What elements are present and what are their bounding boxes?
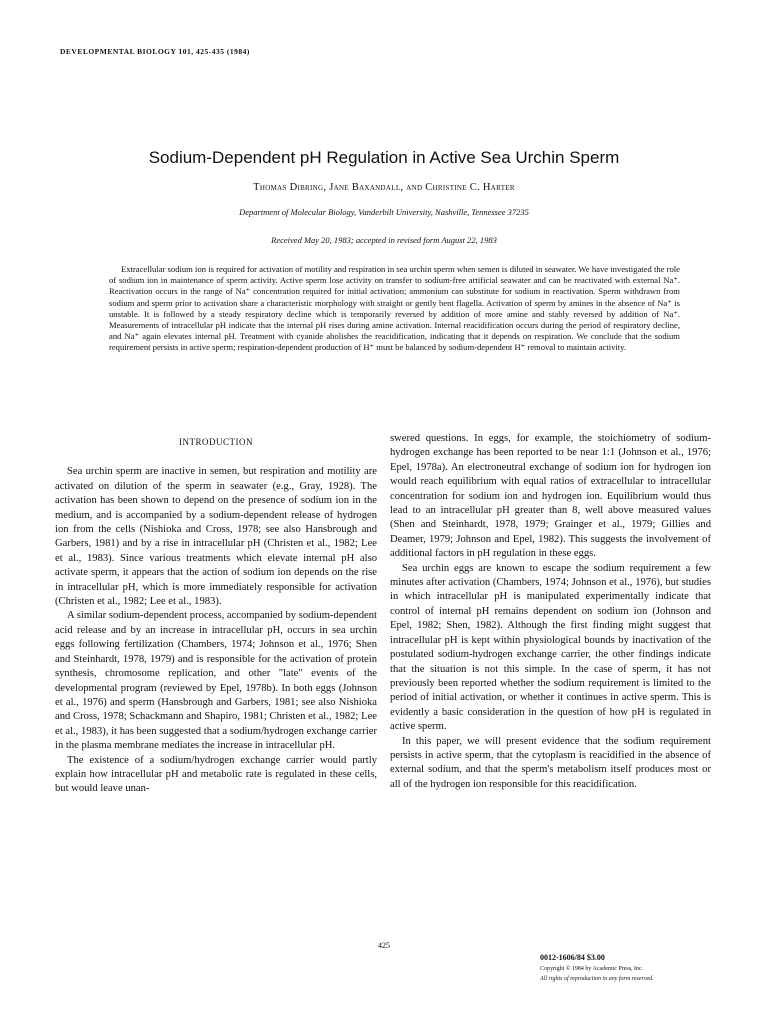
article-title: Sodium-Dependent pH Regulation in Active Sea Urchin Sperm: [148, 148, 620, 167]
article-code: 0012-1606/84 $3.00: [540, 953, 605, 962]
paragraph: Sea urchin sperm are inactive in semen, but respiration and motility are activated on dilution of the sperm in seawater (e.g., Gray, 1928). The activation has been shown to depend on the presence of sodium ion in the medium, and is accompanied by a sodium-dependent release of hydrogen ion from the cells (Nishioka and Cross, 1978; see also Hansbrough and Garbers, 1981) and by a rise in intracellular pH (Christen et al., 1982; Lee et al., 1983). Since various treatments which elevate internal pH also activate sperm, it appears that the action of sodium ion depends on the rise in intracellular pH, which is more immediately responsible for activation (Christen et al., 1982; Lee et al., 1983).: [55, 466, 377, 608]
abstract: Extracellular sodium ion is required for activation of motility and respiration in sea urchin sperm when semen is diluted in seawater. We have investigated the role of sodium ion in maintenance of sperm activity. Active sperm lose activity on transfer to sodium-free artificial seawater and can be reactivated with external Na⁺. Reactivation occurs in the range of Na⁺ concentration required for initial activation; ammonium can substitute for sodium in reactivation. Sperm withdrawn from sodium and sperm prior to activation share a characteristic morphology with straight or gently bent flagella. Activation of sperm by amines in the absence of Na⁺ is unstable. It is followed by a steady respiratory decline which is temporarily reversed by addition of more amine and stably reversed by addition of Na⁺. Measurements of intracellular pH indicate that the internal pH rises during amine activation. Internal reacidification occurs during the period of respiratory decline, and Na⁺ again elevates internal pH. Treatment with cyanide abolishes the reacidification, indicating that it depends on respiration. We conclude that the sodium requirement persists in active sperm; respiration-dependent production of H⁺ must be balanced by sodium-dependent H⁺ removal to maintain activity.: [109, 264, 680, 353]
right-column: [390, 432, 711, 792]
copyright-block: [540, 953, 654, 985]
section-heading-introduction: INTRODUCTION: [179, 437, 253, 447]
rights-line: All rights of reproduction in any form reserved.: [540, 976, 654, 982]
copyright-line: Copyright © 1984 by Academic Press, Inc.: [540, 965, 644, 972]
paragraph: The existence of a sodium/hydrogen exchange carrier would partly explain how intracellular pH and metabolic rate is regulated in these cells, but would leave unan-: [55, 754, 377, 795]
paragraph: A similar sodium-dependent process, accompanied by sodium-dependent acid release and by an increase in intracellular pH, occurs in sea urchin eggs following fertilization (Chambers, 1974; Johnson et al., 1976; Shen and Steinhardt, 1978, 1979) and is responsible for the activation of protein synthesis, chromosome replication, and other "late" events of the developmental program (reviewed by Epel, 1978b). In both eggs (Johnson et al., 1976) and sperm (Hansbrough and Garbers, 1981; see also Nishioka and Cross, 1978; Schackmann and Shapiro, 1981; Christen et al., 1982; Lee et al., 1983), it has been suggested that a sodium/hydrogen exchange carrier in the plasma membrane mediates the increase in intracellular pH.: [55, 610, 377, 752]
left-column: [55, 432, 377, 797]
paragraph: swered questions. In eggs, for example, the stoichiometry of sodium-hydrogen exchange has been reported to be near 1:1 (Johnson et al., 1976; Epel, 1978a). An electroneutral exchange of sodium ion for hydrogen ion would reach equilibrium with equal ratios of extracellular to intracellular concentration for sodium ion and hydrogen ion. Equilibrium would thus lead to an intracellular pH greater than 8, well above measured values (Shen and Steinhardt, 1978, 1979; Grainger et al., 1979; Gillies and Deamer, 1979; Johnson and Epel, 1982). This suggests the involvement of additional factors in pH regulation in these eggs.: [390, 433, 711, 560]
page-number: 425: [378, 941, 390, 950]
article-authors: Thomas Dibring, Jane Baxandall, and Christine C. Harter: [253, 182, 515, 193]
received-dates: Received May 20, 1983; accepted in revised form August 22, 1983: [271, 235, 497, 245]
paragraph: Sea urchin eggs are known to escape the sodium requirement a few minutes after activation (Chambers, 1974; Johnson et al., 1976), but studies in which intracellular pH is manipulated experimentally indicate that control of internal pH remains dependent on sodium ion (Johnson and Epel, 1982; Shen, 1982). Although the first finding might suggest that intracellular pH is kept within physiological bounds by inactivation of the postulated sodium-hydrogen exchange carrier, the other findings indicate that the situation is not this simple. In the case of sperm, it has not previously been reported whether the sodium requirement is limited to the period of initial activation, or whether it continues in active sperm. This is evidently a basic consideration in the question of how pH is regulated in active sperm.: [390, 562, 711, 733]
author-affiliation: Department of Molecular Biology, Vanderbilt University, Nashville, Tennessee 37235: [239, 207, 529, 217]
paragraph: In this paper, we will present evidence that the sodium requirement persists in active sperm, that the cytoplasm is reacidified in the absence of external sodium, and that the sperm's metabolism itself produces most or all of the hydrogen ion responsible for this reacidification.: [390, 735, 711, 790]
journal-citation: DEVELOPMENTAL BIOLOGY 101, 425-435 (1984): [60, 47, 250, 56]
